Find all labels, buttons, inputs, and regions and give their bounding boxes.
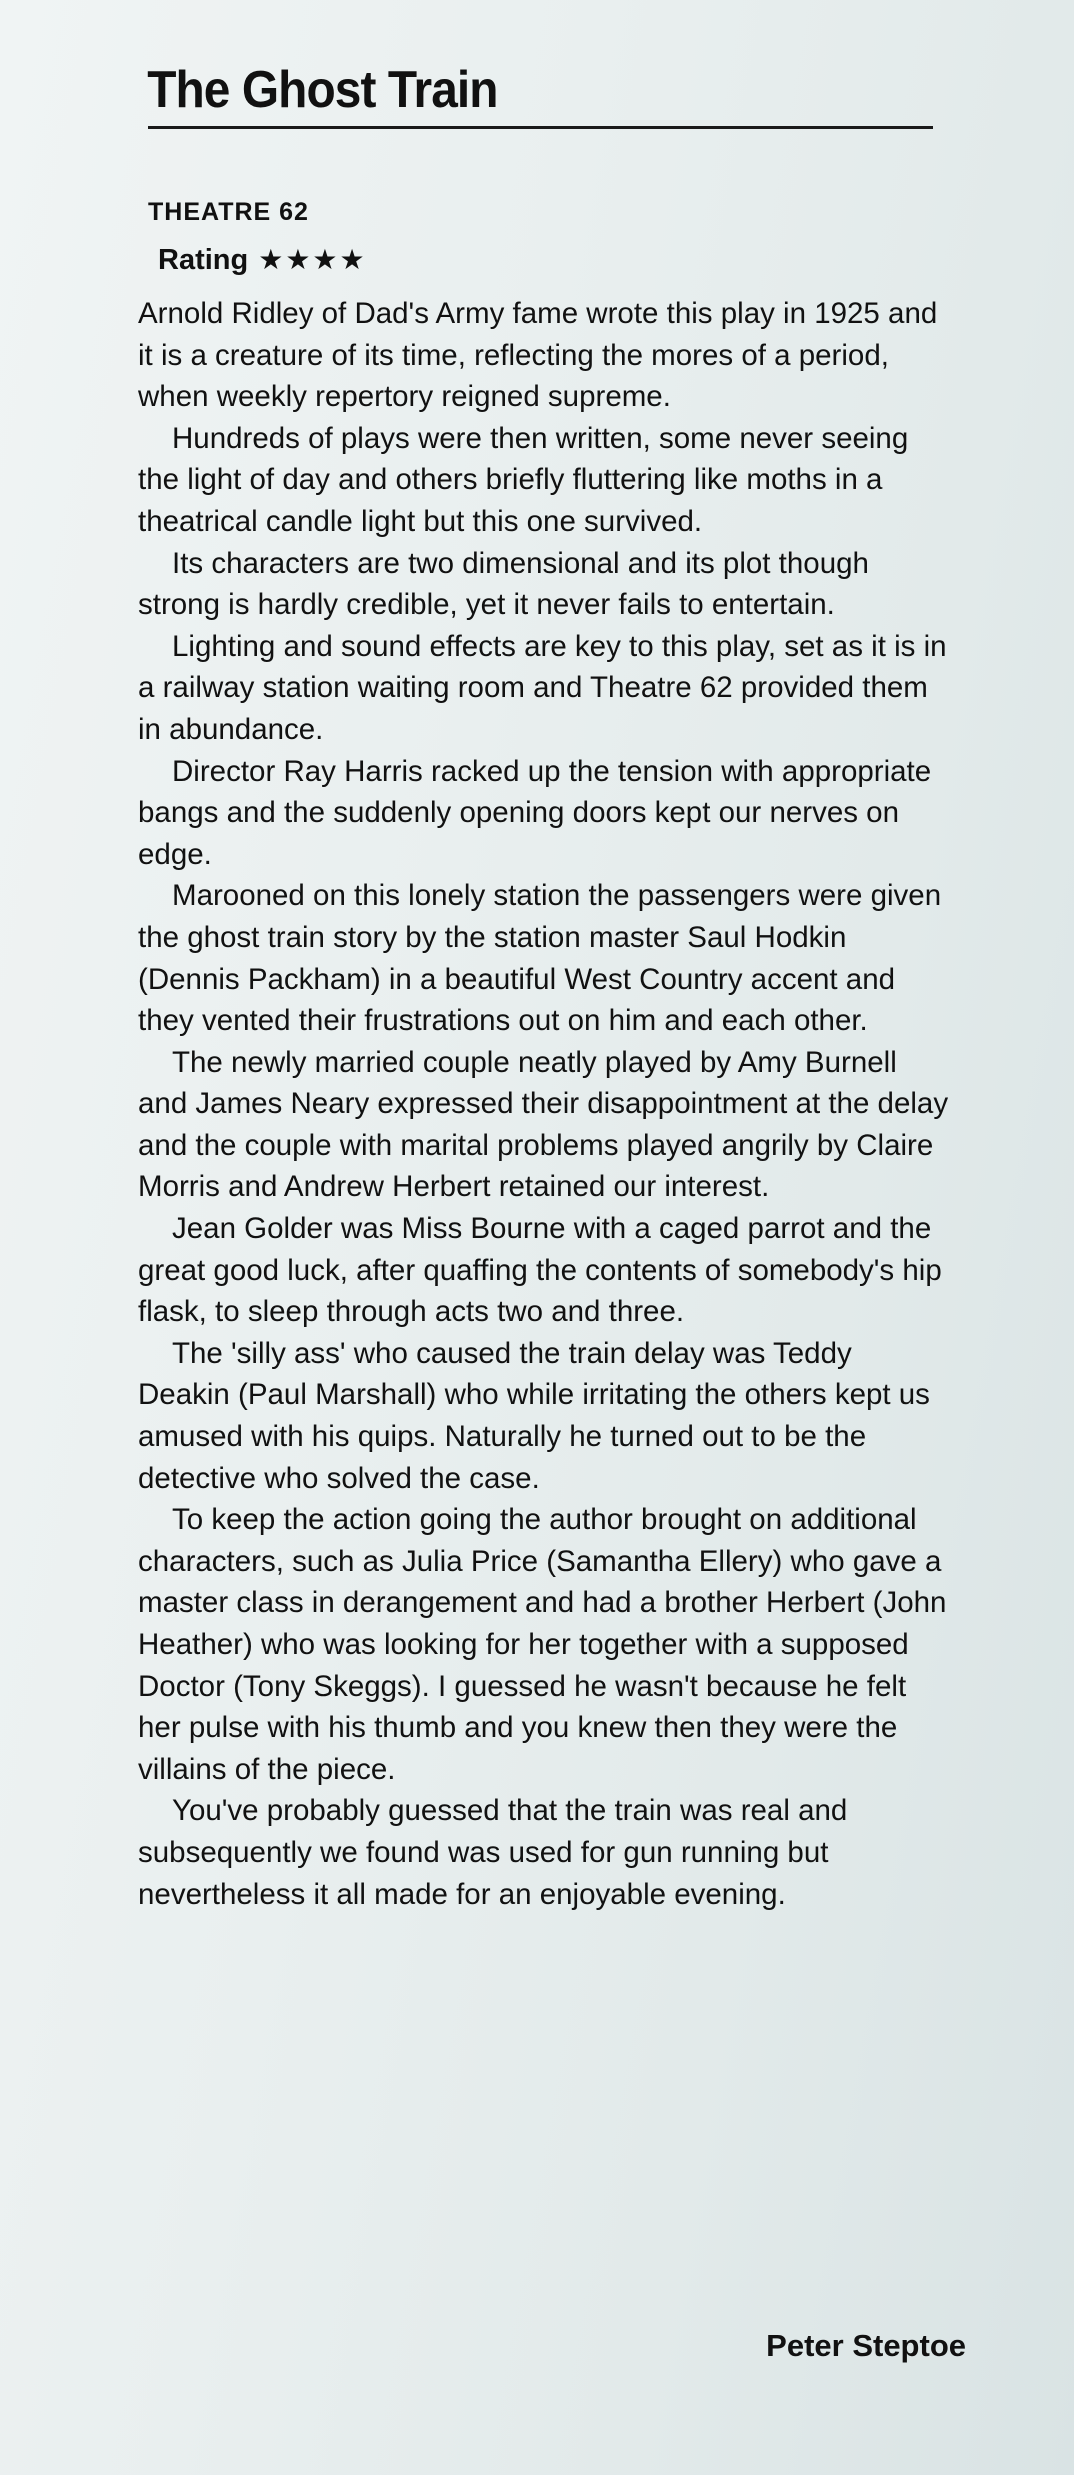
article-paragraph: The 'silly ass' who caused the train delay was Teddy Deakin (Paul Marshall) who while irritating the others kept us amused with his quips. Naturally he turned out to be the detective who solved the case.: [138, 1336, 930, 1495]
article-title: The Ghost Train: [147, 61, 498, 119]
article-paragraph: Lighting and sound effects are key to this play, set as it is in a railway station waiting room and Theatre 62 provided them in abundance.: [138, 629, 947, 746]
rating: [138, 241, 950, 279]
article-paragraph: Arnold Ridley of Dad's Army fame wrote this play in 1925 and it is a creature of its time, reflecting the mores of a period, when weekly repertory reigned supreme.: [138, 297, 938, 414]
article-paragraph: To keep the action going the author brought on additional characters, such as Julia Price (Samantha Ellery) who gave a master class in derangement and had a brother Herbert (John Heather) who was looking for her together with a supposed Doctor (Tony Skeggs). I guessed he wasn't because he felt her pulse with his thumb and you knew then they were the villains of the piece.: [138, 1503, 947, 1786]
title-rule: [148, 126, 933, 129]
article-paragraph: The newly married couple neatly played by Amy Burnell and James Neary expressed their disappointment at the delay and the couple with marital problems played angrily by Claire Morris and Andrew Herbert retained our interest.: [138, 1045, 949, 1204]
rating-label: Rating: [158, 244, 249, 276]
article-paragraph: Jean Golder was Miss Bourne with a caged parrot and the great good luck, after quaffing the contents of somebody's hip flask, to sleep through acts two and three.: [138, 1212, 942, 1329]
article-body: [138, 293, 950, 1915]
article-paragraph: Director Ray Harris racked up the tension with appropriate bangs and the suddenly opening doors kept our nerves on edge.: [138, 754, 932, 871]
author-byline: Peter Steptoe: [766, 2328, 966, 2363]
venue-heading: THEATRE 62: [148, 198, 309, 226]
article-paragraph: Marooned on this lonely station the passengers were given the ghost train story by the station master Saul Hodkin (Dennis Packham) in a beautiful West Country accent and they vented their frustrations out on him and each other.: [138, 879, 942, 1038]
article-paragraph: You've probably guessed that the train was real and subsequently we found was used for gun running but nevertheless it all made for an enjoyable evening.: [138, 1794, 848, 1911]
rating-stars-icon: ★★★★: [258, 243, 367, 276]
article-paragraph: Its characters are two dimensional and its plot though strong is hardly credible, yet it never fails to entertain.: [138, 546, 869, 622]
article-paragraph: Hundreds of plays were then written, some never seeing the light of day and others briefly fluttering like moths in a theatrical candle light but this one survived.: [138, 421, 909, 538]
article-column: [138, 60, 950, 1915]
